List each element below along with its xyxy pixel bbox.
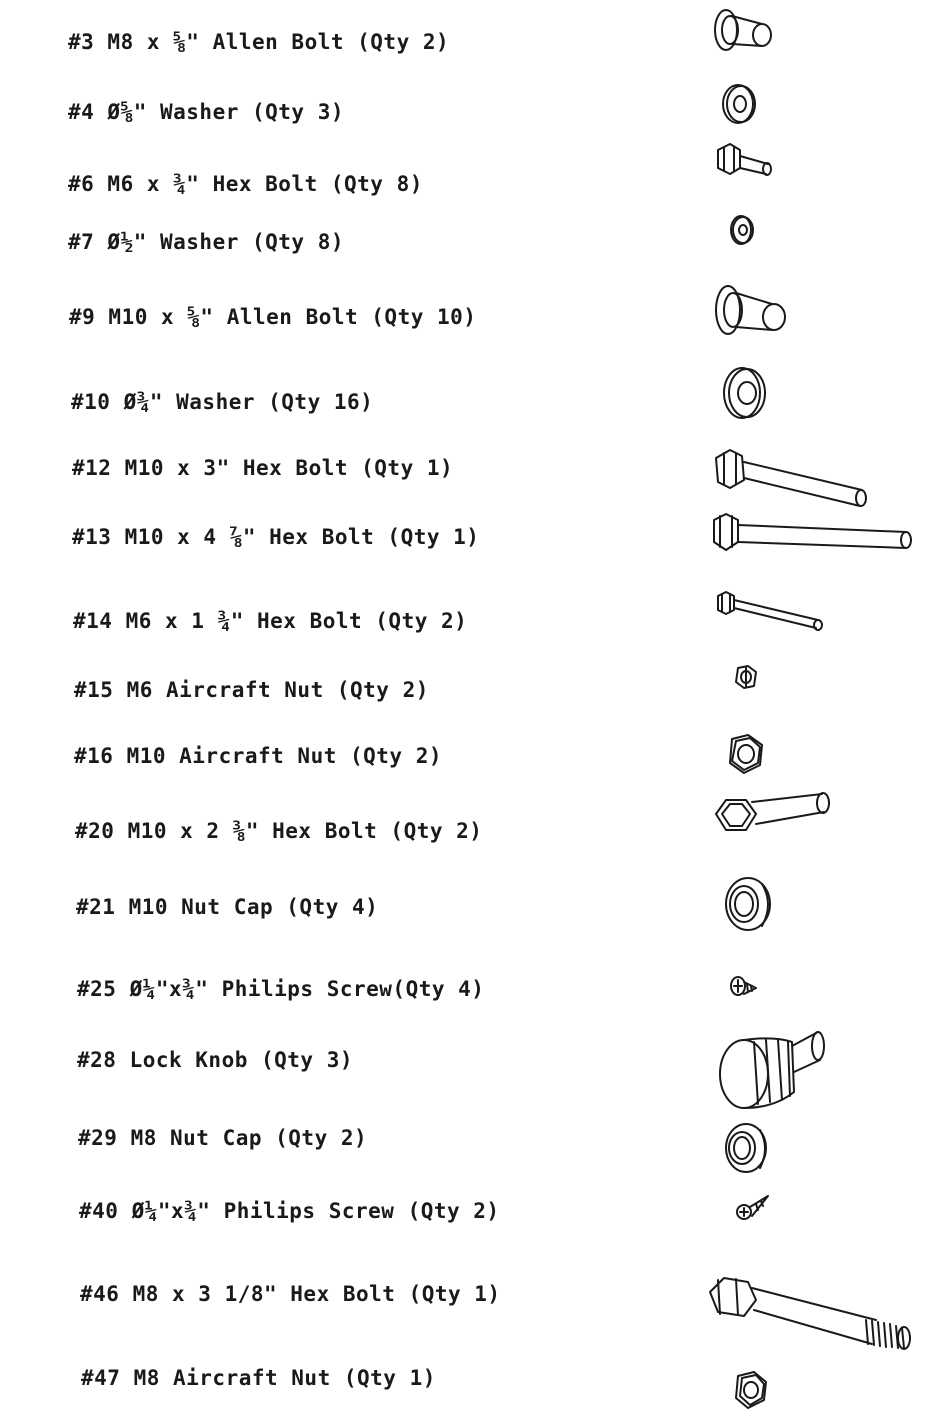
- part-label-12: #12 M10 x 3" Hex Bolt (Qty 1): [72, 456, 454, 480]
- part-label-21: #21 M10 Nut Cap (Qty 4): [76, 895, 379, 919]
- part-label-13: #13 M10 x 4 ⅞" Hex Bolt (Qty 1): [72, 525, 480, 549]
- part-label-16: #16 M10 Aircraft Nut (Qty 2): [74, 744, 443, 768]
- part-label-28: #28 Lock Knob (Qty 3): [77, 1048, 354, 1072]
- part-label-40: #40 Ø¼"x¾" Philips Screw (Qty 2): [79, 1199, 500, 1223]
- washer-icon: [726, 212, 760, 248]
- part-label-46: #46 M8 x 3 1/8" Hex Bolt (Qty 1): [80, 1282, 501, 1306]
- hex-bolt-icon: [710, 510, 916, 560]
- philips-screw-icon: [728, 972, 762, 1002]
- part-label-47: #47 M8 Aircraft Nut (Qty 1): [81, 1366, 436, 1390]
- hex-bolt-icon: [714, 590, 830, 640]
- philips-screw-icon: [734, 1192, 774, 1224]
- part-label-15: #15 M6 Aircraft Nut (Qty 2): [74, 678, 429, 702]
- part-label-6: #6 M6 x ¾" Hex Bolt (Qty 8): [68, 172, 423, 196]
- aircraft-nut-icon: [730, 1370, 772, 1410]
- aircraft-nut-icon: [724, 733, 768, 777]
- part-label-14: #14 M6 x 1 ¾" Hex Bolt (Qty 2): [73, 609, 468, 633]
- part-label-29: #29 M8 Nut Cap (Qty 2): [78, 1126, 368, 1150]
- part-label-20: #20 M10 x 2 ⅜" Hex Bolt (Qty 2): [75, 819, 483, 843]
- part-label-9: #9 M10 x ⅝" Allen Bolt (Qty 10): [69, 305, 477, 329]
- lock-knob-icon: [714, 1022, 830, 1112]
- hex-bolt-icon: [714, 142, 778, 184]
- part-label-7: #7 Ø½" Washer (Qty 8): [68, 230, 345, 254]
- part-label-3: #3 M8 x ⅝" Allen Bolt (Qty 2): [68, 30, 450, 54]
- aircraft-nut-icon: [732, 664, 762, 692]
- nut-cap-icon: [722, 874, 778, 934]
- part-label-25: #25 Ø¼"x¾" Philips Screw(Qty 4): [77, 977, 485, 1001]
- hex-bolt-icon: [712, 790, 834, 850]
- part-label-10: #10 Ø¾" Washer (Qty 16): [71, 390, 374, 414]
- part-label-4: #4 Ø⅝" Washer (Qty 3): [68, 100, 345, 124]
- threaded-hex-bolt-icon: [706, 1270, 912, 1360]
- washer-icon: [718, 82, 762, 126]
- washer-icon: [720, 364, 774, 422]
- allen-bolt-icon: [712, 4, 782, 60]
- allen-bolt-icon: [714, 280, 794, 344]
- hex-bolt-icon: [712, 446, 872, 516]
- nut-cap-icon: [722, 1120, 774, 1176]
